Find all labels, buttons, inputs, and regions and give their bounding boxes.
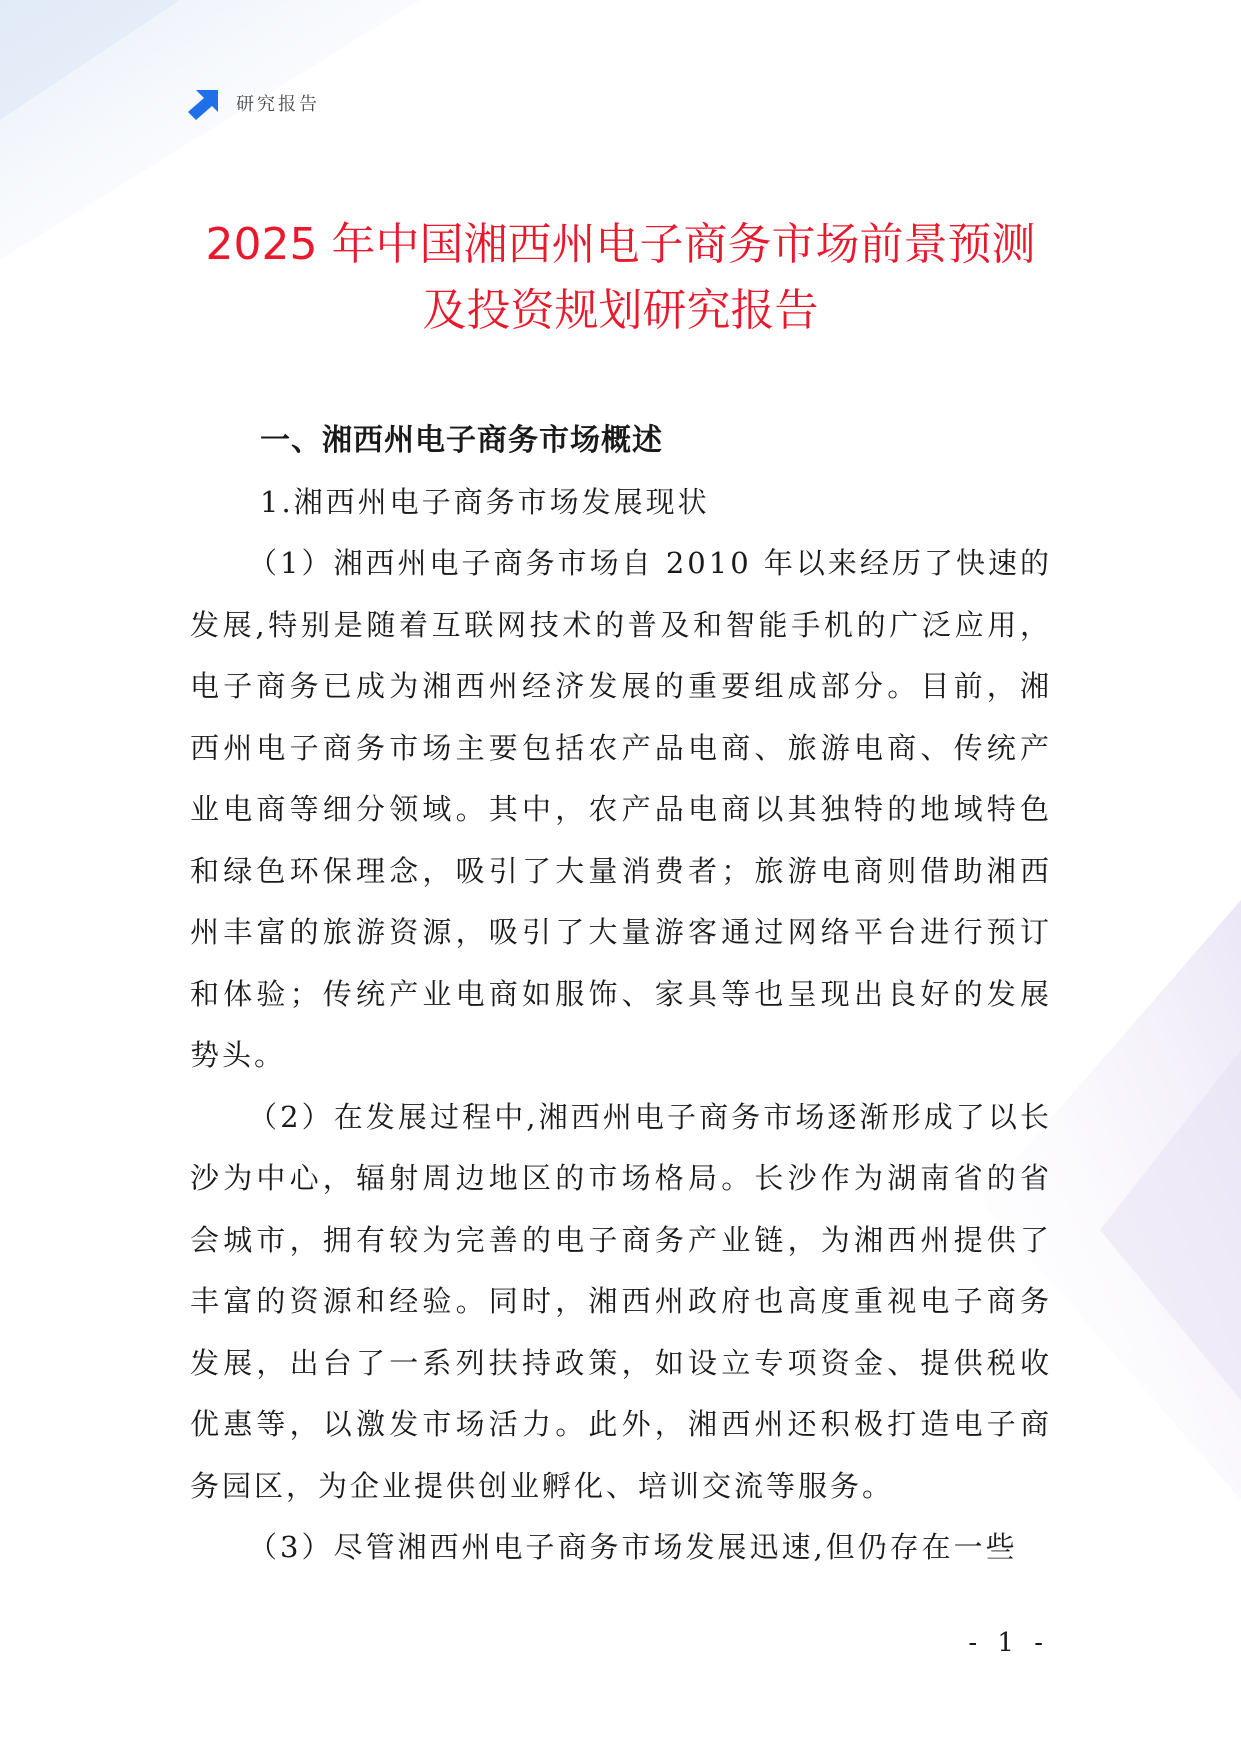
- title-line-2: 及投资规划研究报告: [422, 285, 819, 336]
- report-header: [188, 86, 320, 120]
- page-number: - 1 -: [968, 1628, 1049, 1658]
- arrow-up-right-icon: [188, 86, 222, 120]
- subsection-heading: 1.湘西州电子商务市场发展现状: [260, 484, 710, 519]
- section-heading: 一、湘西州电子商务市场概述: [260, 423, 663, 458]
- paragraph-1: （1）湘西州电子商务市场自 2010 年以来经历了快速的发展,特别是随着互联网技术的普及和智能手机的广泛应用，电子商务已成为湘西州经济发展的重要组成部分。目前，湘西州电子商务市场主要包括农产品电商、旅游电商、传统产业电商等细分领域。其中，农产品电商以其独特的地域特色和绿色环保理念，吸引了大量消费者；旅游电商则借助湘西州丰富的旅游资源，吸引了大量游客通过网络平台进行预订和体验；传统产业电商如服饰、家具等也呈现出良好的发展势头。: [190, 546, 1052, 1072]
- document-title: [120, 212, 1121, 344]
- document-body: [190, 410, 1052, 1579]
- title-line-1: 2025 年中国湘西州电子商务市场前景预测: [205, 219, 1036, 270]
- header-label: 研究报告: [236, 94, 320, 115]
- paragraph-2: （2）在发展过程中,湘西州电子商务市场逐渐形成了以长沙为中心，辐射周边地区的市场格局。长沙作为湖南省的省会城市，拥有较为完善的电子商务产业链，为湘西州提供了丰富的资源和经验。同时，湘西州政府也高度重视电子商务发展，出台了一系列扶持政策，如设立专项资金、提供税收优惠等，以激发市场活力。此外，湘西州还积极打造电子商务园区，为企业提供创业孵化、培训交流等服务。: [190, 1099, 1052, 1503]
- paragraph-3: （3）尽管湘西州电子商务市场发展迅速,但仍存在一些: [248, 1530, 1018, 1564]
